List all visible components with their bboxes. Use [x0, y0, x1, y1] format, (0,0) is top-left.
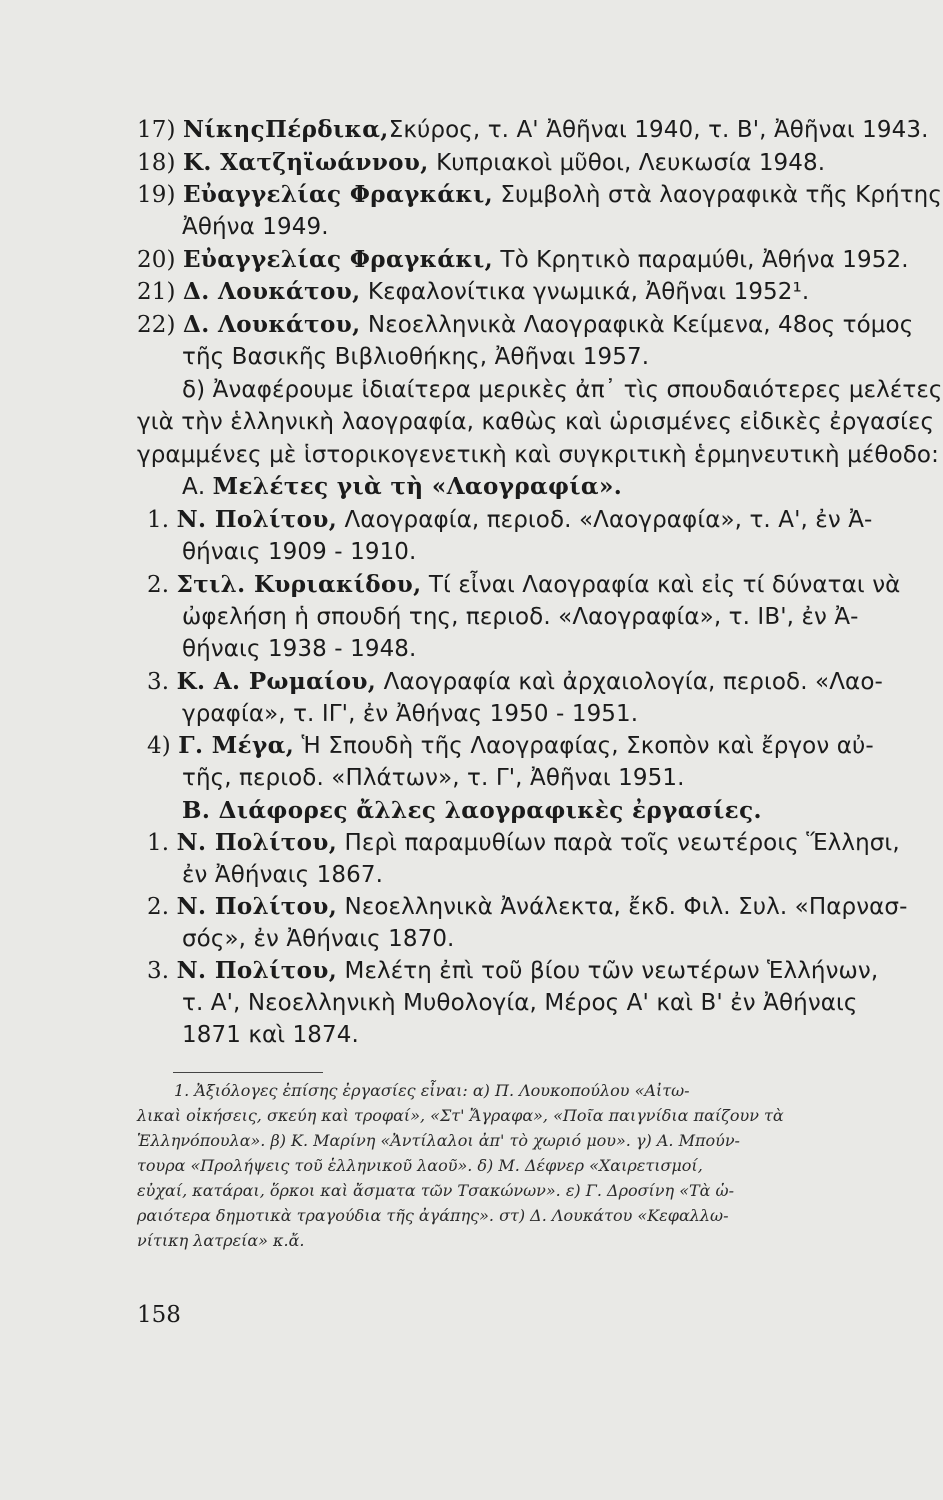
reference-19: 19) Εὐαγγελίας Φραγκάκι, Συμβολὴ στὰ λαογραφικὰ τῆς Κρήτης	[137, 181, 942, 208]
list-a-item-2-continuation-2: θήναις 1938 - 1948.	[182, 636, 417, 662]
list-a-item-3: 3. Κ. Α. Ρωμαίου, Λαογραφία καὶ ἀρχαιολογία, περιοδ. «Λαο-	[147, 668, 883, 695]
list-a-item-4: 4) Γ. Μέγα, Ἡ Σπουδὴ τῆς Λαογραφίας, Σκοπὸν καὶ ἔργον αὐ-	[147, 732, 874, 759]
footnote-rule	[173, 1072, 323, 1073]
paragraph-line: γιὰ τὴν ἑλληνικὴ λαογραφία, καθὼς καὶ ὡρισμένες εἰδικὲς ἐργασίες	[137, 409, 935, 435]
list-b-item-1: 1. Ν. Πολίτου, Περὶ παραμυθίων παρὰ τοῖς νεωτέροις Ἕλλησι,	[147, 829, 900, 856]
reference-20: 20) Εὐαγγελίας Φραγκάκι, Τὸ Κρητικὸ παραμύθι, Ἀθήνα 1952.	[137, 246, 909, 273]
list-a-item-2-continuation: ὠφελήση ἡ σπουδή της, περιοδ. «Λαογραφία», τ. ΙΒ', ἐν Ἀ-	[182, 604, 859, 630]
footnote-line: εὐχαί, κατάραι, ὅρκοι καὶ ἄσματα τῶν Τσακώνων». ε) Γ. Δροσίνη «Τὰ ὡ-	[137, 1181, 735, 1200]
reference-22: 22) Δ. Λουκάτου, Νεοελληνικὰ Λαογραφικὰ Κείμενα, 48ος τόμος	[137, 311, 914, 338]
reference-19-continuation: Ἀθήνα 1949.	[182, 214, 329, 240]
footnote-line: ραιότερα δημοτικὰ τραγούδια τῆς ἀγάπης». στ) Δ. Λουκάτου «Κεφαλλω-	[137, 1206, 729, 1225]
page-number: 158	[137, 1302, 181, 1328]
list-a-item-4-continuation: τῆς, περιοδ. «Πλάτων», τ. Γ', Ἀθῆναι 1951.	[182, 765, 685, 791]
list-b-item-2: 2. Ν. Πολίτου, Νεοελληνικὰ Ἀνάλεκτα, ἔκδ. Φιλ. Συλ. «Παρνασ-	[147, 893, 908, 920]
list-b-item-3: 3. Ν. Πολίτου, Μελέτη ἐπὶ τοῦ βίου τῶν νεωτέρων Ἑλλήνων,	[147, 957, 879, 984]
footnote-line: λικαὶ οἰκήσεις, σκεύη καὶ τροφαί», «Στ' Ἄγραφα», «Ποῖα παιγνίδια παίζουν τὰ	[137, 1106, 784, 1125]
list-b-item-1-continuation: ἐν Ἀθήναις 1867.	[182, 862, 384, 888]
paragraph-line: δ) Ἀναφέρουμε ἰδιαίτερα μερικὲς ἀπ᾽ τὶς σπουδαιότερες μελέτες	[182, 377, 943, 403]
reference-22-continuation: τῆς Βασικῆς Βιβλιοθήκης, Ἀθῆναι 1957.	[182, 344, 650, 370]
footnote-line: νίτικη λατρεία» κ.ἄ.	[137, 1231, 305, 1250]
list-a-item-3-continuation: γραφία», τ. ΙΓ', ἐν Ἀθήνας 1950 - 1951.	[182, 701, 639, 727]
list-a-item-1: 1. Ν. Πολίτου, Λαογραφία, περιοδ. «Λαογραφία», τ. Α', ἐν Ἀ-	[147, 506, 873, 533]
list-a-item-1-continuation: θήναις 1909 - 1910.	[182, 539, 417, 565]
list-a-item-2: 2. Στιλ. Κυριακίδου, Τί εἶναι Λαογραφία καὶ εἰς τί δύναται νὰ	[147, 571, 901, 598]
list-b-item-2-continuation: σός», ἐν Ἀθήναις 1870.	[182, 926, 455, 952]
section-b-heading: Β. Διάφορες ἄλλες λαογραφικὲς ἐργασίες.	[182, 797, 762, 824]
reference-18: 18) Κ. Χατζηϊωάννου, Κυπριακοὶ μῦθοι, Λευκωσία 1948.	[137, 149, 826, 176]
footnote-line: Ἑλληνόπουλα». β) Κ. Μαρίνη «Ἀντίλαλοι ἀπ' τὸ χωριό μου». γ) Α. Μπούν-	[137, 1131, 740, 1150]
list-b-item-3-continuation: τ. Α', Νεοελληνικὴ Μυθολογία, Μέρος Α' καὶ Β' ἐν Ἀθήναις	[182, 990, 858, 1016]
reference-17: 17) ΝίκηςΠέρδικα,Σκύρος, τ. Α' Ἀθῆναι 1940, τ. Β', Ἀθῆναι 1943.	[137, 116, 929, 143]
section-a-heading: Α. Μελέτες γιὰ τὴ «Λαογραφία».	[182, 473, 623, 500]
footnote-line: 1. Ἀξιόλογες ἐπίσης ἐργασίες εἶναι: α) Π. Λουκοπούλου «Αἰτω-	[174, 1081, 690, 1100]
reference-21: 21) Δ. Λουκάτου, Κεφαλονίτικα γνωμικά, Ἀθῆναι 1952¹.	[137, 278, 810, 305]
list-b-item-3-continuation-2: 1871 καὶ 1874.	[182, 1022, 359, 1048]
paragraph-line: γραμμένες μὲ ἱστορικογενετικὴ καὶ συγκριτικὴ ἑρμηνευτικὴ μέθοδο:	[137, 442, 939, 468]
footnote-line: τουρα «Προλήψεις τοῦ ἑλληνικοῦ λαοῦ». δ) Μ. Δέφνερ «Χαιρετισμοί,	[137, 1156, 703, 1175]
